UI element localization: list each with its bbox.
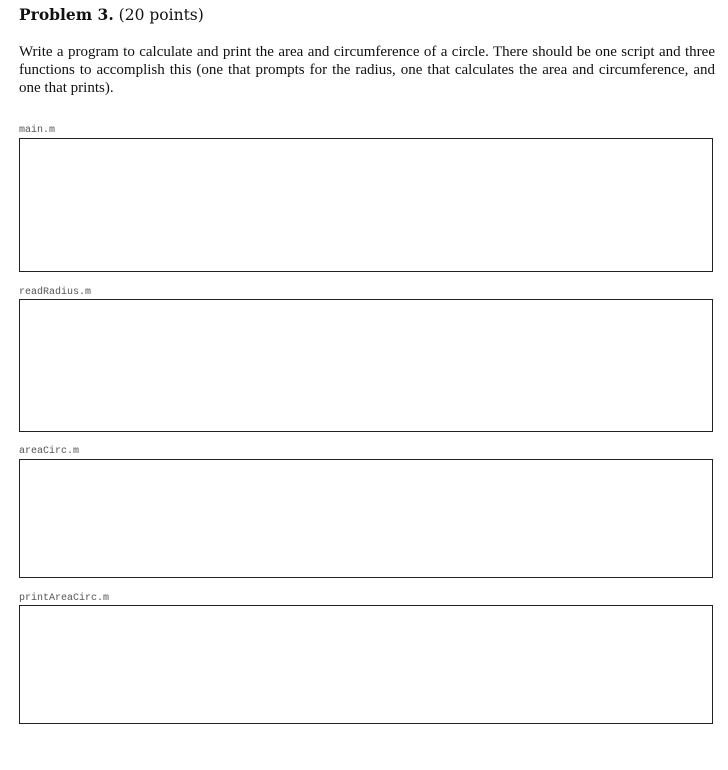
- problem-points: (20 points): [118, 6, 204, 24]
- problem-prompt: Write a program to calculate and print the area and circumference of a circle. There should be one script and three functions to accomplish this (one that prompts for the radius, one that calculates the area and circumference, and one that prints).: [19, 44, 715, 96]
- answer-box-read-radius[interactable]: [19, 299, 713, 432]
- file-label-print-area-circ: printAreaCirc.m: [19, 593, 110, 604]
- file-label-read-radius: readRadius.m: [19, 287, 92, 298]
- problem-title: [19, 4, 204, 26]
- answer-box-area-circ[interactable]: [19, 459, 713, 578]
- problem-label: Problem 3.: [19, 5, 114, 24]
- answer-box-main[interactable]: [19, 138, 713, 272]
- answer-box-print-area-circ[interactable]: [19, 605, 713, 724]
- file-label-main: main.m: [19, 125, 56, 136]
- file-label-area-circ: areaCirc.m: [19, 446, 80, 457]
